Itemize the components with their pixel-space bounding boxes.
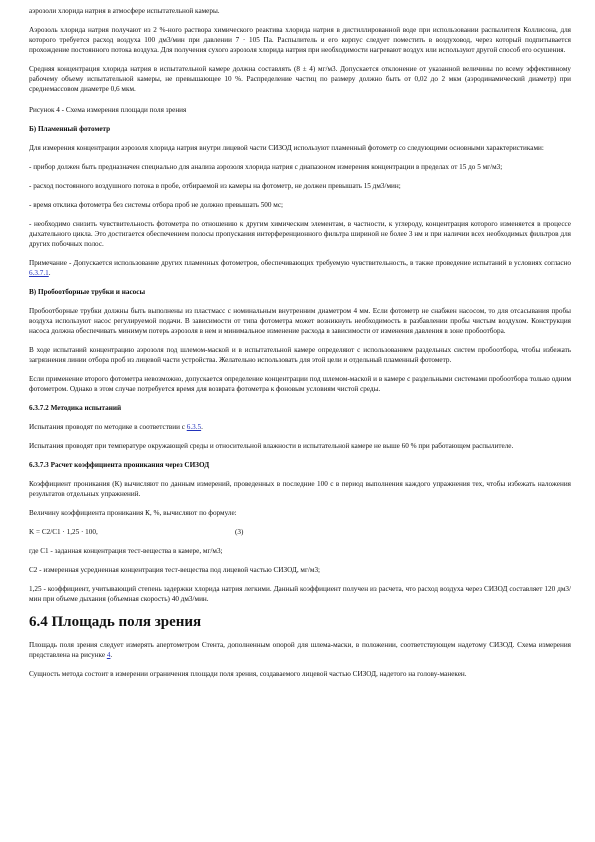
paragraph: Рисунок 4 - Схема измерения площади поля зрения (29, 106, 187, 114)
paragraph-with-link (29, 422, 571, 432)
paragraph: - прибор должен быть предназначен специально для анализа аэрозоля хлорида натрия с диапазоном измерения концентрации в пределах от 15 до 5 мг/м3; (29, 163, 503, 171)
paragraph: 1,25 - коэффициент, учитывающий степень задержки хлорида натрия легкими. Данный коэффициент получен из расчета, что расход воздуха через СИЗОД составляет 120 дм3/мин при объеме дыхания (объемная скорость) 40 дм3/мин. (29, 585, 571, 603)
paragraph: - время отклика фотометра без системы отбора проб не должно превышать 500 мс; (29, 201, 284, 209)
paragraph: Величину коэффициента проникания К, %, вычисляют по формуле: (29, 509, 237, 517)
paragraph: Средняя концентрация хлорида натрия в испытательной камере должна составлять (8 ± 4) мг/м3. Допускается отклонение от указанной величины по всему эффективному рабочему объему испытательной камеры, не превышающее 10 %. Распределение частиц по размеру должно быть от 0,02 до 2 мкм (аэродинамический диаметр) при среднемассовом диаметре 0,6 мкм. (29, 65, 571, 93)
paragraph: Коэффициент проникания (К) вычисляют по данным измерений, проведенных в последние 100 с в период выполнения каждого упражнения тех, чтобы избежать наложения результатов отдельных упражнений. (29, 480, 571, 498)
paragraph-text-tail: . (48, 269, 51, 277)
section-reference-link[interactable]: 4 (106, 651, 111, 659)
paragraph-text: Площадь поля зрения следует измерять апертометром Стента, дополненным опорой для шлема-маски, в положении, соответствующем надетому СИЗОД. Схема измерения представлена на рисунке (29, 641, 571, 659)
paragraph: Сущность метода состоит в измерении ограничения площади поля зрения, создаваемого лицевой частью СИЗОД, надетого на голову-манекен. (29, 670, 467, 678)
paragraph-with-link (29, 258, 571, 278)
formula-expression: K = C2/C1 · 1,25 · 100, (29, 528, 98, 536)
formula-number: (3) (235, 528, 244, 536)
subsection-heading: 6.3.7.3 Расчет коэффициента проникания через СИЗОД (29, 461, 210, 469)
formula (29, 527, 571, 537)
paragraph-text-tail: . (201, 423, 203, 431)
subsection-heading: Б) Пламенный фотометр (29, 125, 111, 133)
subsection-heading: В) Пробоотборные трубки и насосы (29, 288, 146, 296)
paragraph: - расход постоянного воздушного потока в пробе, отбираемой из камеры на фотометр, не должен превышать 15 дм3/мин; (29, 182, 401, 190)
paragraph-text: Испытания проводят по методике в соответствии с (29, 423, 187, 431)
paragraph: Испытания проводят при температуре окружающей среды и относительной влажности в испытательной камере не выше 60 % при работающем распылителе. (29, 442, 514, 450)
paragraph-text-tail: . (110, 651, 113, 659)
paragraph: Для измерения концентрации аэрозоля хлорида натрия внутри лицевой части СИЗОД используют пламенный фотометр со следующими основными характеристиками: (29, 144, 544, 152)
paragraph: Аэрозоль хлорида натрия получают из 2 %-ного раствора химического реактива хлорида натрия в дистиллированной воде при использовании распылителя Коллисона, для которого требуется расход воздуха 100 дм3/мин при давлении 7 · 105 Па. Распылитель и его корпус следует поместить в воздуховод, через который подпитывается прохождение постоянного потока воздуха. Для получения сухого аэрозоля хлорида натрия при необходимости нагревают воздух или используют другой способ его осушения. (29, 26, 571, 54)
paragraph: Пробоотборные трубки должны быть выполнены из пластмасс с номинальным внутренним диаметром 4 мм. Если фотометр не снабжен насосом, то для отсасывания пробы воздуха используют насос регулируемой подачи. В зависимости от типа фотометра может возникнуть необходимость в разбавлении пробы чистым воздухом. Конструкция насоса должна обеспечивать минимум потерь аэрозоля в нем и минимальное изменение расхода в зависимости от изменения давления в зоне пробоотбора. (29, 307, 571, 335)
paragraph-with-link (29, 640, 571, 660)
paragraph-text: Примечание - Допускается использование других пламенных фотометров, обеспечивающих требуемую чувствительность, в также проведение испытаний в условиях согласно (29, 259, 571, 267)
paragraph: C2 - измеренная усредненная концентрация тест-вещества под лицевой частью СИЗОД, мг/м3; (29, 566, 321, 574)
section-reference-link[interactable]: 6.3.7.1 (29, 269, 49, 277)
paragraph: - необходимо снизить чувствительность фотометра по отношению к другим химическим элементам, в частности, к углероду, концентрация которого изменяется в процессе дыхательного цикла. Это достигается обеспечением полосы пропускания интерференционного фильтра шириной не более 3 нм и при наличии всех необходимых фильтров для других побочных полос. (29, 220, 571, 248)
paragraph: В ходе испытаний концентрацию аэрозоля под шлемом-маской и в испытательной камере определяют с использованием раздельных систем пробоотбора, чтобы избежать загрязнения линии отбора проб из лицевой части устройства. Желательно использовать для этой цели и отдельный пламенный фотометр. (29, 346, 571, 364)
paragraph: аэрозоли хлорида натрия в атмосфере испытательной камеры. (29, 7, 220, 15)
paragraph: Если применение второго фотометра невозможно, допускается определение концентрации под шлемом-маской и в камере с раздельными системами пробоотбора только одним фотометром. Однако в этом случае потребуется время для возврата фотометра к фоновым условиям чистой среды. (29, 375, 571, 393)
section-reference-link[interactable]: 6.3.5 (186, 423, 202, 431)
subsection-heading: 6.3.7.2 Методика испытаний (29, 404, 122, 412)
paragraph: где C1 - заданная концентрация тест-вещества в камере, мг/м3; (29, 547, 223, 555)
section-heading: 6.4 Площадь поля зрения (29, 614, 202, 630)
